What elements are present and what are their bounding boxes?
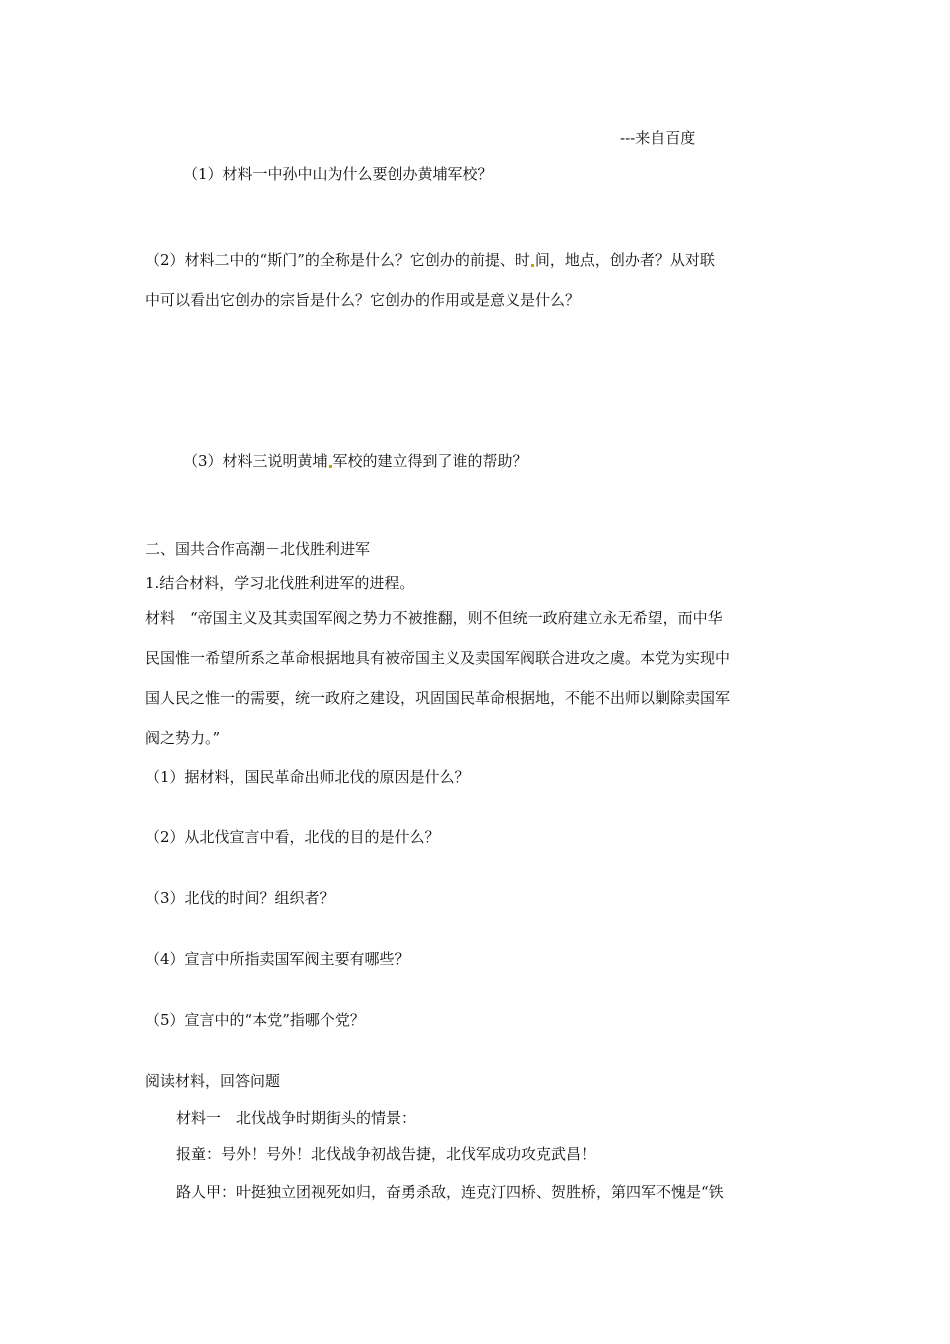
question-1-3-part-a: （3）材料三说明黄埔 [183, 452, 328, 470]
question-1-3-part-b: 军校的建立得到了谁的帮助？ [332, 452, 528, 470]
question-1-2-part-b: 间，地点，创办者？从对联 [534, 251, 715, 269]
question-2-4: （4）宣言中所指卖国军阀主要有哪些？ [145, 950, 410, 968]
question-1-3 [183, 451, 528, 471]
read-heading: 阅读材料，回答问题 [145, 1072, 281, 1090]
material-line-2: 民国惟一希望所系之革命根据地具有被帝国主义及卖国军阀联合进攻之虞。本党为实现中 [145, 649, 731, 667]
question-2-2: （2）从北伐宣言中看，北伐的目的是什么？ [145, 828, 440, 846]
question-1-2-line2: 中可以看出它创办的宗旨是什么？它创办的作用或是意义是什么？ [145, 291, 581, 309]
material-1-line-1: 报童：号外！号外！北伐战争初战告捷，北伐军成功攻克武昌！ [176, 1145, 597, 1163]
question-2-1: （1）据材料，国民革命出师北伐的原因是什么？ [145, 768, 470, 786]
question-2-3: （3）北伐的时间？组织者？ [145, 889, 335, 907]
material-line-1: 材料 “帝国主义及其卖国军阀之势力不被推翻，则不但统一政府建立永无希望，而中华 [145, 609, 723, 627]
material-line-4: 阀之势力。” [145, 729, 221, 747]
highlight-mark-icon [531, 264, 534, 267]
question-1-2-line1 [145, 250, 715, 270]
source-note: ---来自百度 [620, 129, 696, 147]
question-2-5: （5）宣言中的“本党”指哪个党？ [145, 1011, 365, 1029]
material-1-line-2: 路人甲：叶挺独立团视死如归，奋勇杀敌，连克汀四桥、贺胜桥，第四军不愧是“铁 [176, 1183, 724, 1201]
material-line-3: 国人民之惟一的需要，统一政府之建设，巩固国民革命根据地，不能不出师以剿除卖国军 [145, 689, 731, 707]
question-1-1: （1）材料一中孙中山为什么要创办黄埔军校？ [183, 165, 493, 183]
highlight-mark-icon [329, 465, 332, 468]
material-1-title: 材料一 北伐战争时期街头的情景： [176, 1109, 417, 1127]
item-1: 1.结合材料，学习北伐胜利进军的进程。 [145, 574, 415, 592]
question-1-2-part-a: （2）材料二中的“斯门”的全称是什么？它创办的前提、时 [145, 251, 530, 269]
section-2-title: 二、国共合作高潮－北伐胜利进军 [145, 540, 371, 558]
